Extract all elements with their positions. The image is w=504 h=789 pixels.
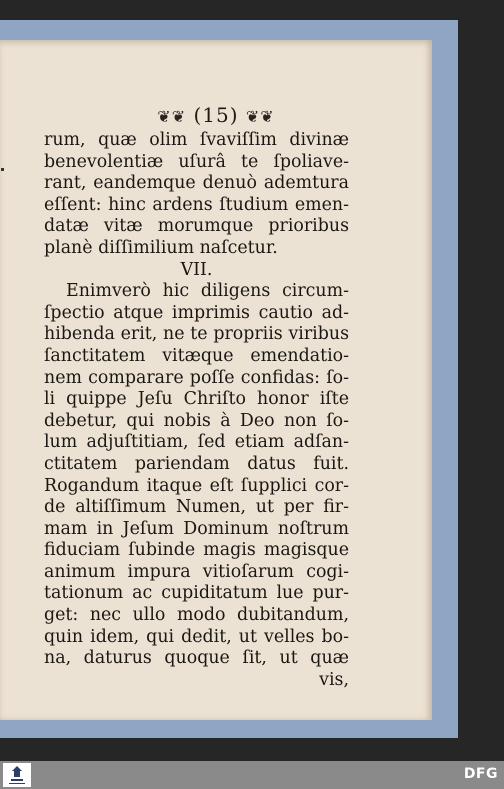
library-logo-icon[interactable] [3, 763, 31, 787]
text-line: eſſent: hinc ardens ſtudium emen- [44, 194, 349, 215]
text-line: na, daturus quoque ſit, ut quæ [44, 648, 349, 669]
page-number: (15) [193, 103, 239, 127]
text-line: datæ vitæ morumque prioribus [44, 216, 349, 237]
text-line: nem comparare poſſe confidas: ſo- [44, 367, 349, 388]
text-line: tationum ac cupiditatum lue pur- [44, 583, 349, 604]
text-line: lum adjuſtitiam, ſed etiam adſan- [44, 432, 349, 453]
text-line: ctitatem pariendam datus fuit. [44, 453, 349, 474]
text-line: de altiſſimum Numen, ut per fir- [44, 497, 349, 518]
text-line: ſanctitatem vitæque emendatio- [44, 345, 349, 366]
page-header [0, 103, 432, 127]
text-line: get: nec ullo modo dubitandum, [44, 605, 349, 626]
text-line: hibenda erit, ne te propriis viribus [44, 324, 349, 345]
text-line: li quippe Jeſu Chriſto honor iſte [44, 389, 349, 410]
viewer-footer [0, 761, 504, 789]
text-line: planè diſſimilium naſcetur. [44, 237, 278, 258]
catchword: vis, [319, 669, 349, 690]
text-line: fiduciam ſubinde magis magisque [44, 540, 349, 561]
text-line: rum, quæ olim ſvaviſſim divinæ [44, 130, 349, 150]
text-line: ſpectio atque imprimis cautio ad- [44, 302, 349, 323]
margin-mark [1, 168, 4, 171]
text-line: mam in Jeſum Dominum noſtrum [44, 518, 349, 539]
dfg-logo[interactable]: DFG [463, 766, 498, 782]
text-line: animum impura vitioſarum cogi- [44, 561, 349, 582]
text-line: debetur, qui nobis à Deo non ſo- [44, 410, 349, 431]
text-line: Enimverò hic diligens circum- [66, 281, 349, 302]
section-heading: VII. [180, 259, 213, 280]
text-line: rant, eandemque denuò ademtura [44, 173, 349, 194]
text-line: quin idem, qui dedit, ut velles bo- [44, 626, 349, 647]
ornament-right: ❦❦ [245, 107, 275, 126]
text-line: benevolentiæ uſurâ te ſpoliave- [44, 151, 349, 172]
page-text [44, 130, 349, 691]
text-line: Rogandum itaque eſt ſupplici cor- [44, 475, 349, 496]
ornament-left: ❦❦ [157, 107, 187, 126]
